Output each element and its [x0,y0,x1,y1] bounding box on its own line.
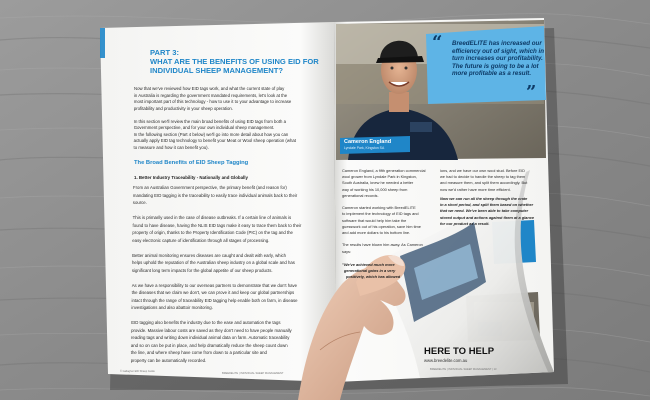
rbody-line: says: [342,248,352,254]
body-line: source. [132,200,147,205]
svg-text:“: “ [432,32,443,53]
person-location: Lyndale Park, Kingston SA [344,146,385,150]
rbody-line: The results have blown him away. As Cameron [342,242,423,248]
rbody-line: generational records. [342,192,379,198]
rital-line: positively, which has allowed [346,274,401,280]
body-line: helps uphold the reputation of the Australian sheep industry on a global scale and has [132,260,295,265]
intro-line: profitability and productivity in your sheep operation. [133,105,233,111]
intro-line: In this section we'll review the main broad benefits of using EID tags from both a [133,118,286,124]
rcol2i-line: for our product as a result. [440,220,490,226]
section-title-line1: WHAT ARE THE BENEFITS OF USING EID FOR [150,57,319,66]
footer-left: © Gallagher EID Sheep Guide [120,370,155,373]
intro-line: In the following section (Part 4 below) we'll go into more detail about how you can [133,131,289,137]
rital-line: generational gains in a very [344,268,396,274]
body-line: EID tagging also benefits the industry due to the ease and automation the tags [131,320,281,325]
body-line: the diseases that we claim we don't, we can prove it and keep our global partnerships [131,290,295,295]
body-line: property can be automatically recorded. [130,357,207,363]
rbody-line: Cameron England, a fifth generation commercial [342,168,426,173]
intro-line: Now that we've reviewed how EID tags work, and what the current state of play [134,86,285,91]
intro-line: Government perspective, and for your own individual sheep management. [133,125,275,130]
rcol2-line: and measure them, and split them accordingly. But [440,180,528,186]
rcol2i-line: that we need. We've been able to take computer [440,208,529,214]
body-line: mandating EID tagging is the traceability to easily trace individual animals back to their [132,192,298,198]
rital-line: "We've achieved much more [342,262,395,267]
body-line: the line, and where sheep have come from down to a particular site and [130,350,267,355]
traceability-subheading: 1. Better Industry Traceability - Nationally and Globally [134,175,248,180]
body-line: reading tags and writing down individual animal data on farm. Automatic traceability [131,335,290,340]
intro-line: in Australia is regarding the government mandated requirements, let's look at the [133,92,288,98]
help-url: www.breedelite.com.au [424,358,468,363]
rbody-line: South Australia, knew he needed a better [342,180,414,186]
body-line: significant long term impacts for the global appetite of our sheep products. [131,267,273,273]
rbody-line: to implement the technology of EID tags and [342,211,419,217]
section-title-line2: INDIVIDUAL SHEEP MANAGEMENT? [150,66,284,75]
body-line: intact through the range of traceability EID tagging help enable both on farm, in disease [131,297,298,303]
rbody-line: way of working his 10,000 sheep from [342,186,408,192]
body-line: Better animal monitoring ensures diseases are caught and dealt with early, which [132,252,287,258]
rbody-line: software that would help him take the [342,217,407,223]
testimonial-quote: BreedELITE has increased our efficiency out of sight, which in turn increases our profitability. The future is going to be a lot more profitable as a result. [452,40,545,78]
rcol2-line: now we'd rather have more time efficient. [440,186,511,192]
rbody-line: Cameron started working with BreedELITE [342,205,416,211]
body-line: and so on can be put in place, and help dramatically reduce the sheep count down [130,342,288,348]
body-line: property of origin, thanks to the Property Identification Code (PIC) on the tag and the [132,230,293,235]
right-footer: BREEDELITE | INDIVIDUAL SHEEP MANAGEMENT | 13 [430,368,497,371]
rcol2-line: ions, and we have our own wool stud. Before EID [440,168,525,173]
rcol2i-line: in a short period, and split them based on whether [440,202,534,208]
intro-line: most important part of this technology - how to use it to your advantage to increase [133,99,292,104]
part-label: PART 3: [150,48,179,57]
body-line: easy electronic capture of identification through all stages of processing. [132,237,270,243]
rcol2i-line: Now we can run all the sheep through the crate [440,196,528,201]
rbody-line: wool grower from Lyndale Park in Kingston, [342,174,417,180]
body-line: found to have disease, having the NLIS EID tags make it easy to trace them back to their [132,222,302,228]
broad-benefits-heading: The Broad Benefits of EID Sheep Tagging [134,160,249,166]
help-title: HERE TO HELP [424,346,495,357]
body-line: investigations and also abattoir monitoring. [131,305,213,310]
rcol2-line: we had to decide to handle the sheep to tag them [440,174,526,180]
rcol2i-line: stored output and actions against them at a glance [440,214,535,220]
person-name: Cameron England [344,139,392,145]
intro-line: actually apply EID tag technology to benefit your Meat or Wool sheep operation (what [133,138,296,143]
body-line: provide. Massive labour costs are saved as they don't need to have people manually [131,327,292,333]
body-line: This is primarily used in the case of disease outbreaks. If a certain line of animals is [132,215,292,220]
svg-text:”: ” [526,82,537,103]
footer-right: BREEDELITE | INDIVIDUAL SHEEP MANAGEMENT [222,372,284,375]
rbody-line: and add more dollars to his bottom line. [342,230,411,235]
rbody-line: guesswork out of his operation, save him time [342,223,421,229]
intro-line: to measure and how it can benefit you). [133,144,209,150]
body-line: As we have a responsibility to our overseas partners to demonstrate that we don't have [131,282,298,288]
body-line: From an Australian Government perspective, the primary benefit (and reason for) [133,185,287,190]
